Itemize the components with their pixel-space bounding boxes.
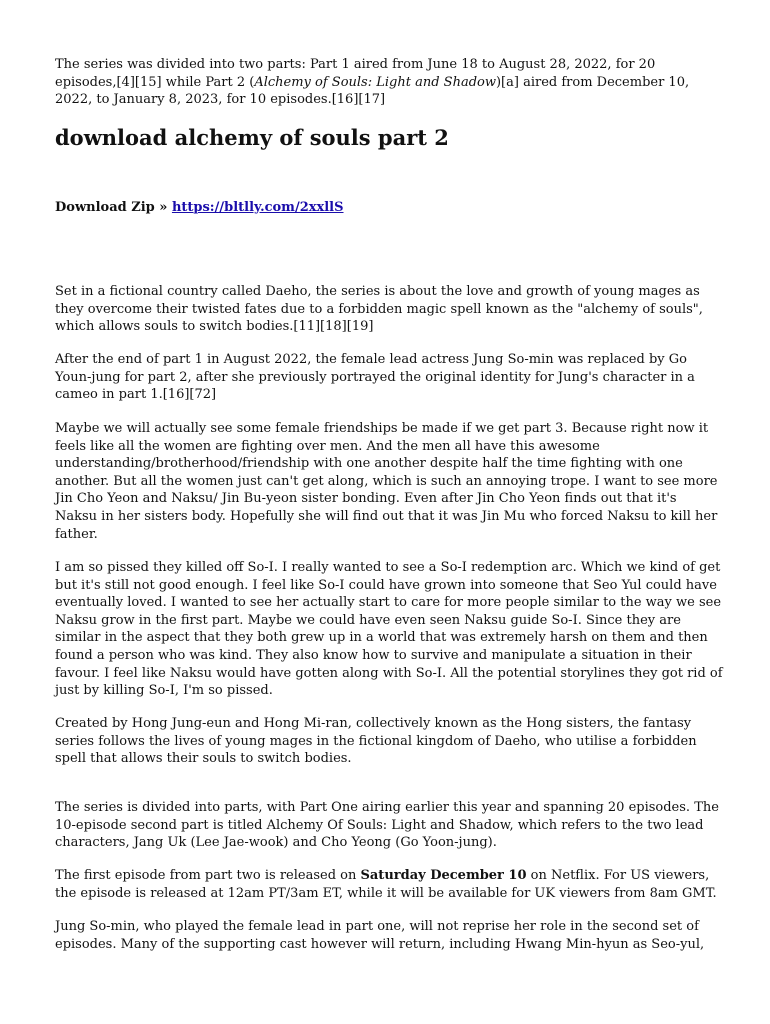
text-line: they overcome their twisted fates due to a forbidden magic spell known as the "alchemy of souls", [55, 301, 703, 317]
text-line: The series is divided into parts, with Part One airing earlier this year and spanning 20 episodes. The [55, 800, 719, 815]
text-line: 10-episode second part is titled Alchemy Of Souls: Light and Shadow, which refers to the two lead [55, 817, 704, 833]
text-line: but it's still not good enough. I feel like So-I could have grown into someone that Seo Yul could have [55, 577, 717, 593]
text-line: father. [55, 526, 98, 542]
paragraph-friendships [55, 420, 720, 543]
text-line: I am so pissed they killed off So-I. I really wanted to see a So-I redemption arc. Which we kind of get [55, 560, 721, 575]
text-line: spell that allows their souls to switch bodies. [55, 751, 352, 767]
italic-title: Alchemy of Souls: Light and Shadow [254, 74, 496, 90]
text-line: The first episode from part two is released on Saturday December 10 on Netflix. For US viewers, [55, 868, 710, 883]
text-line: series follows the lives of young mages in the fictional kingdom of Daeho, who utilise a forbidden [55, 733, 697, 749]
text-line: Naksu grow in the first part. Maybe we could have even seen Naksu guide So-I. Since they are [55, 612, 681, 628]
text-line: episodes. Many of the supporting cast however will return, including Hwang Min-hyun as Seo-yul, [55, 936, 705, 952]
text-line: just by killing So-I, I'm so pissed. [55, 683, 273, 699]
text-line: feels like all the women are fighting over men. And the men all have this awesome [55, 438, 600, 454]
download-line [55, 199, 344, 217]
text-line: similar in the aspect that they both grew up in a world that was extremely harsh on them and then [55, 630, 708, 646]
text-line: characters, Jang Uk (Lee Jae-wook) and Cho Yeong (Go Yoon-jung). [55, 835, 497, 851]
text-line: the episode is released at 12am PT/3am ET, while it will be available for UK viewers from 8am GMT. [55, 885, 717, 901]
text-line: Jung So-min, who played the female lead in part one, will not reprise her role in the second set of [55, 919, 699, 934]
text-line: episodes,[4][15] while Part 2 (Alchemy of Souls: Light and Shadow)[a] aired from December 10, [55, 74, 690, 90]
paragraph-so-i [55, 559, 723, 700]
text-line: found a person who was kind. They also know how to survive and manipulate a situation in their [55, 647, 692, 663]
paragraph-parts [55, 799, 720, 852]
text-line: Maybe we will actually see some female friendships be made if we get part 3. Because right now it [55, 421, 709, 436]
text-line: After the end of part 1 in August 2022, the female lead actress Jung So-min was replaced by Go [55, 352, 687, 367]
download-link[interactable]: https://bltlly.com/2xxllS [171, 200, 344, 215]
text-line: which allows souls to switch bodies.[11][18][19] [55, 319, 374, 335]
paragraph-creators [55, 715, 720, 768]
text-line: another. But all the women just can't get along, which is such an annoying trope. I want to see more [55, 473, 718, 489]
paragraph-release [55, 867, 720, 902]
paragraph-cast-change [55, 351, 720, 404]
page-heading: download alchemy of souls part 2 [55, 125, 449, 150]
text-line: Naksu in her sisters body. Hopefully she will find out that it was Jin Mu who forced Naksu to kill her [55, 508, 718, 524]
text-line: Created by Hong Jung-eun and Hong Mi-ran, collectively known as the Hong sisters, the fantasy [55, 716, 692, 731]
paragraph-setting [55, 283, 720, 336]
text-line: Youn-jung for part 2, after she previously portrayed the original identity for Jung's character in a [55, 369, 695, 385]
text-line: eventually loved. I wanted to see her actually start to care for more people similar to the way we see [55, 595, 722, 611]
text-line: The series was divided into two parts: Part 1 aired from June 18 to August 28, 2022, for 20 [55, 57, 656, 72]
text-line: understanding/brotherhood/friendship with one another despite half the time fighting with one [55, 456, 683, 472]
text-line: favour. I feel like Naksu would have gotten along with So-I. All the potential storylines they got rid of [55, 665, 723, 681]
text-line: 2022, to January 8, 2023, for 10 episodes.[16][17] [55, 92, 386, 108]
text-line: cameo in part 1.[16][72] [55, 387, 217, 403]
download-label: Download Zip » [55, 200, 168, 215]
text-line: Set in a fictional country called Daeho, the series is about the love and growth of young mages as [55, 284, 700, 299]
intro-paragraph [55, 56, 720, 109]
paragraph-cast [55, 918, 720, 953]
release-date: Saturday December 10 [360, 868, 527, 883]
text-line: Jin Cho Yeon and Naksu/ Jin Bu-yeon sister bonding. Even after Jin Cho Yeon finds out that it's [55, 491, 677, 507]
